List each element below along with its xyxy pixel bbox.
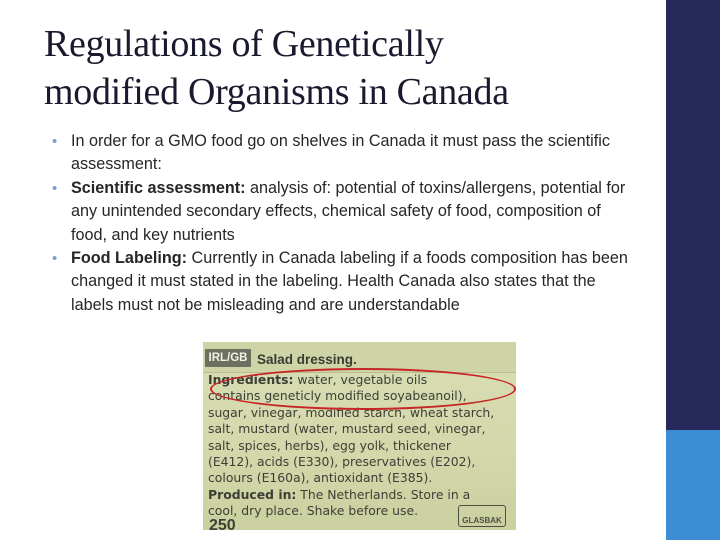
label-line: Ingredients: water, vegetable oils <box>208 372 428 387</box>
gmo-highlight-oval <box>210 368 516 410</box>
label-product-name: Salad dressing. <box>257 352 357 367</box>
bullet-text: analysis of: potential of toxins/allergens, potential for any unintended secondary effects, chemical safety of food, composition of food, and key nutrients <box>71 178 626 244</box>
label-line: Produced in: The Netherlands. Store in a <box>208 486 471 502</box>
bullet-dot-icon: • <box>52 133 58 150</box>
bullet-dot-icon: • <box>52 250 58 268</box>
bullet-dot-icon: • <box>52 179 58 197</box>
title-line-2: modified Organisms in Canada <box>44 71 509 113</box>
label-region-tag: IRL/GB <box>205 349 251 367</box>
bullet-text: In order for a GMO food go on shelves in Canada it must pass the scientific assessment: <box>71 132 610 174</box>
label-line: salt, mustard (water, mustard seed, vinegar, <box>208 421 486 437</box>
slide-title <box>44 20 654 116</box>
sidebar-accent-band <box>666 430 720 540</box>
bullet-lead: Scientific assessment: <box>71 178 246 197</box>
label-line: contains geneticly modified soyabeanoil), <box>208 388 467 404</box>
label-line: sugar, vinegar, modified starch, wheat starch, <box>208 404 495 420</box>
label-line: salt, spices, herbs), egg yolk, thickener <box>208 437 451 453</box>
title-line-1: Regulations of Genetically <box>44 23 444 65</box>
label-line: (E412), acids (E330), preservatives (E202), <box>208 454 476 470</box>
bullet-text: Currently in Canada labeling if a foods composition has been changed it must stated in the labeling. Health Canada also states that the labels must not be misleading and are understandable <box>71 249 628 314</box>
label-line: colours (E160a), antioxidant (E385). <box>208 470 433 486</box>
label-line: cool, dry place. Shake before use. <box>208 503 419 519</box>
bullet-list <box>52 130 632 317</box>
bullet-item <box>52 247 632 317</box>
label-bottom-text: 250 <box>209 517 236 530</box>
sidebar-dark-band <box>666 0 720 430</box>
glasbak-logo: GLASBAK <box>458 505 506 527</box>
bullet-item <box>52 130 632 177</box>
bullet-lead: Food Labeling: <box>71 249 187 268</box>
bullet-item <box>52 177 632 247</box>
